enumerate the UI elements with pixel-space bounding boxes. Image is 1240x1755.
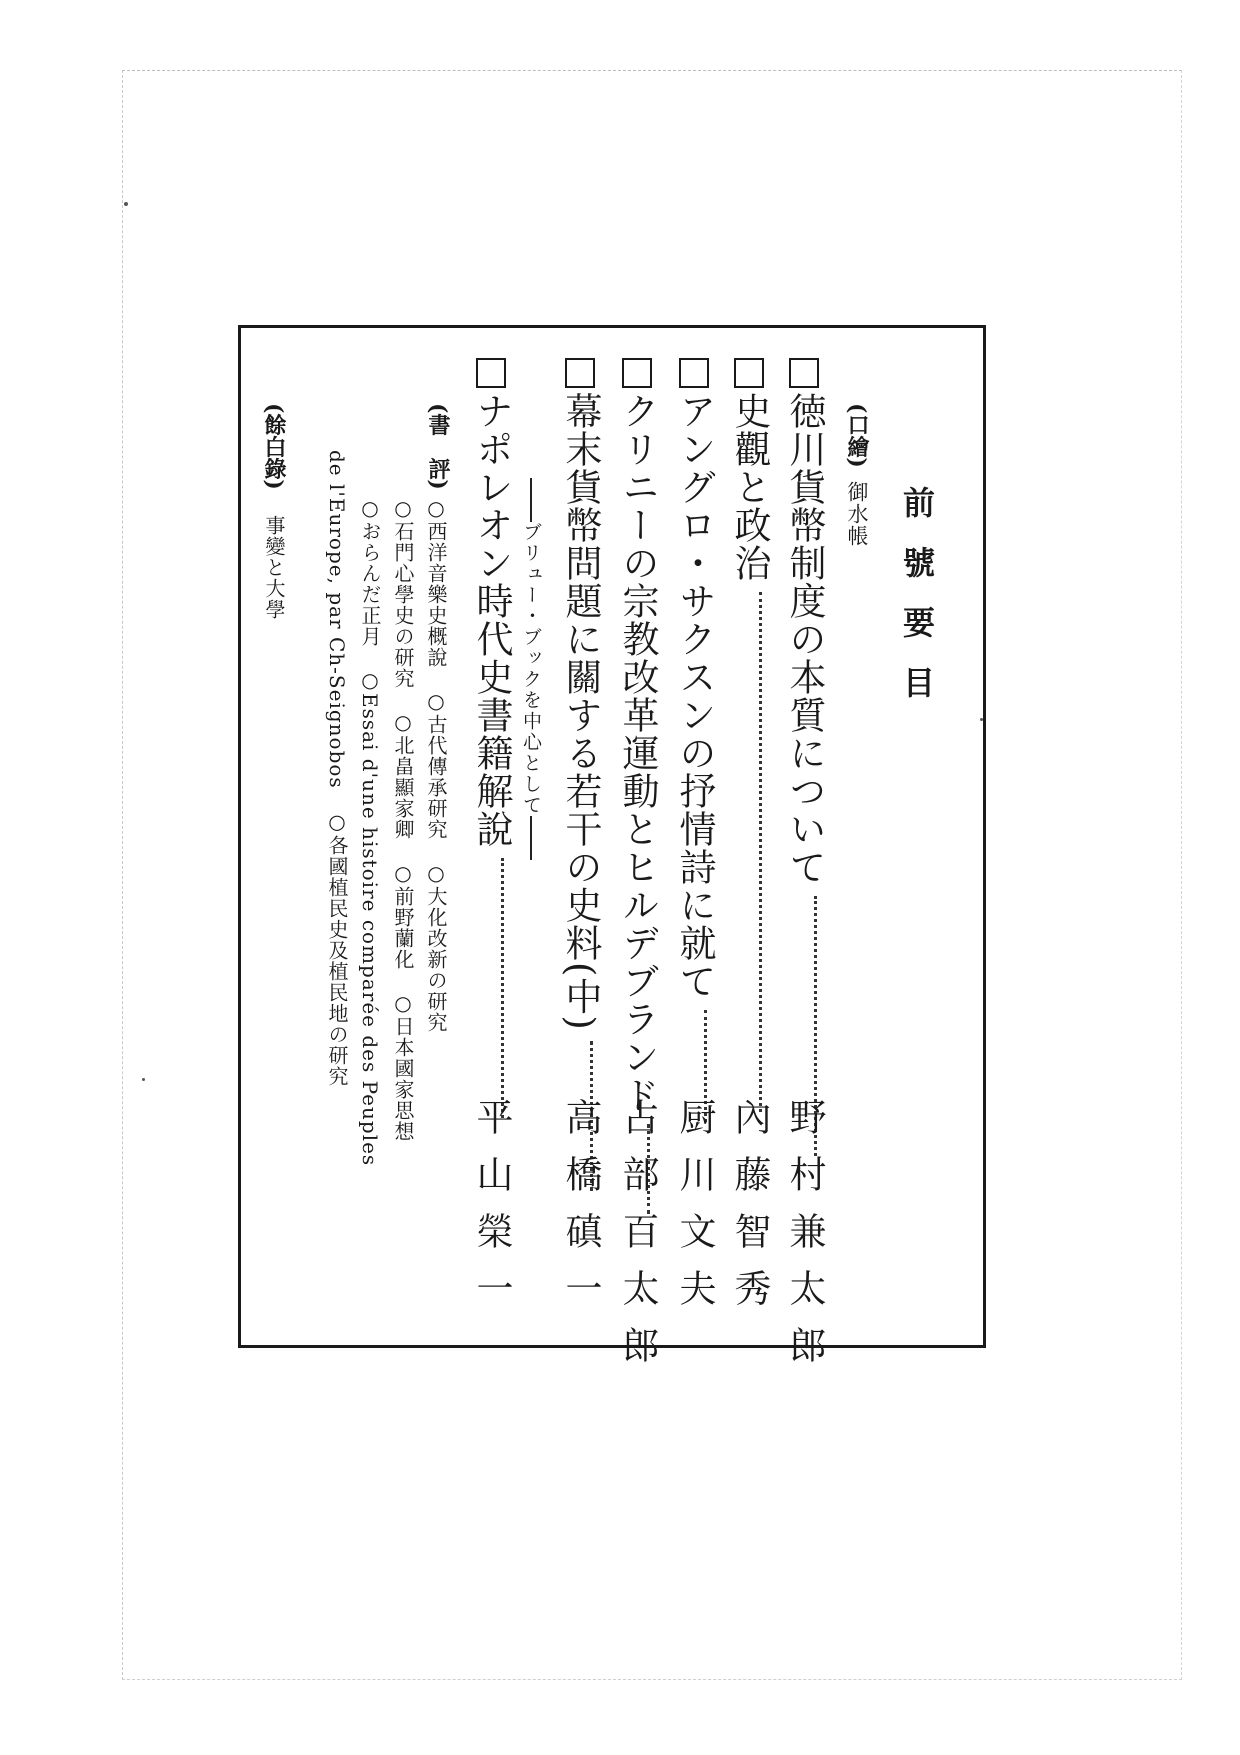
article-title: 史觀と政治 [731, 358, 768, 1122]
article-author: 平山榮一 [470, 1098, 513, 1326]
article-title: クリニーの宗教改革運動とヒルデブランド [619, 358, 656, 1224]
article-author: 高橋磌一 [559, 1098, 602, 1326]
appendix-text: 事變と大學 [262, 514, 286, 620]
checkbox-icon [476, 358, 506, 388]
frontispiece-entry [846, 403, 868, 547]
checkbox-icon [734, 358, 764, 388]
checkbox-icon [622, 358, 652, 388]
appendix-tag: (餘白錄) [261, 403, 287, 490]
checkbox-icon [565, 358, 595, 388]
frontispiece-text: 御水帳 [845, 480, 869, 547]
dash [530, 816, 532, 860]
checkbox-icon [789, 358, 819, 388]
article-author: 野村兼太郎 [783, 1098, 826, 1383]
appendix-entry [263, 403, 285, 620]
frontispiece-tag: (口繪) [844, 403, 870, 468]
article-author: 內藤智秀 [728, 1098, 771, 1326]
toc-heading: 前號要目 [898, 486, 936, 726]
scan-speck [124, 202, 128, 206]
leader-dots [755, 592, 762, 1112]
article-author: 占部百太郎 [616, 1098, 659, 1383]
toc-frame [238, 325, 986, 1383]
review-line: ○石門心學史の研究 ○北畠顯家卿 ○前野蘭化 ○日本國家思想 [391, 496, 415, 1142]
review-line: ○西洋音樂史概說 ○古代傳承研究 ○大化改新の研究 [424, 496, 448, 1033]
leader-dots [497, 858, 504, 1118]
article-subtitle: ブリュー・ブックを中心として [521, 478, 540, 860]
dash [530, 478, 532, 522]
article-title: 幕末貨幣問題に關する若干の史料(中) [562, 358, 599, 1201]
checkbox-icon [679, 358, 709, 388]
article-title: ナポレオン時代史書籍解說 [473, 358, 510, 1128]
article-title: 徳川貨幣制度の本質について [786, 358, 823, 1166]
article-author: 厨川文夫 [673, 1098, 716, 1326]
scan-speck [142, 1078, 145, 1081]
article-title: アングロ・サクスンの抒情詩に就て [676, 358, 713, 1132]
review-line: ○おらんだ正月 ○Essai d'une histoire comparée des Peuples [358, 496, 382, 1167]
reviews-tag: (書 評) [425, 403, 451, 490]
review-line: de l'Europe, par Ch-Seignobos ○各國植民史及植民地の研究 [325, 450, 349, 1087]
